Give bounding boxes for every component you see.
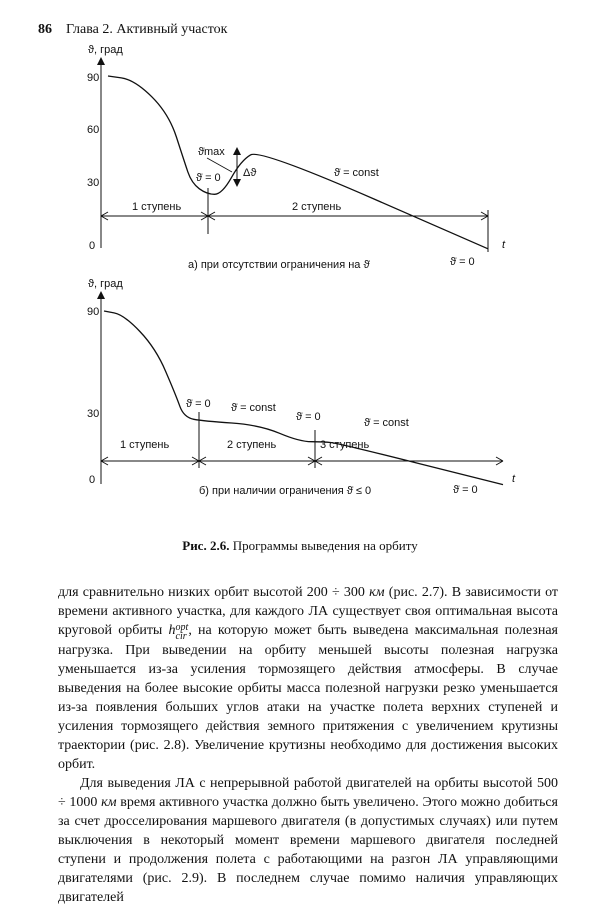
h-sub: cir: [175, 631, 187, 642]
chart-b-const-1: ϑ̇ = const: [231, 402, 276, 414]
chart-b-stage-3: 3 ступень: [320, 439, 370, 451]
h-sup: opt: [175, 622, 189, 633]
chart-b-ytick-30: 30: [87, 408, 100, 420]
p1-unit: км: [369, 585, 385, 600]
chart-b-zero-end: ϑ̇ = 0: [453, 484, 478, 496]
body-text: [58, 583, 558, 907]
chart-b: [87, 278, 516, 497]
p1-part-c: , на которую может быть выведена максимальная полезная нагрузка. При выведении на орбиту меньшей высоты полезная нагрузка уменьшается из-за усиления тормозящего действия атмосферы. В случае выведения на более высокие орбиты масса полезной нагрузки резко уменьшается из-за появления больших углов атаки на участке полета верхних ступеней и усиления тормозящего действия земного притяжения с увеличением крутизны траектории (рис. 2.8). Увеличение крутизны необходимо для достижения высоких орбит.: [58, 623, 558, 772]
caption-text: Программы выведения на орбиту: [232, 538, 418, 553]
chart-a-ytick-90: 90: [87, 72, 100, 84]
p2-unit: км: [101, 795, 117, 810]
page-number: 86: [38, 22, 52, 37]
chart-a-thetadot-max: ϑ̇max: [198, 146, 225, 158]
chart-a-stage-2: 2 ступень: [292, 201, 342, 213]
chart-a-ylabel: ϑ, град: [88, 44, 123, 56]
chart-b-ylabel: ϑ, град: [88, 278, 123, 290]
paragraph-1: [58, 583, 558, 774]
chart-a-ytick-30: 30: [87, 177, 100, 189]
chart-a-ytick-60: 60: [87, 124, 100, 136]
chart-b-series-line: [104, 311, 503, 485]
p2-part-b: время активного участка должно быть увеличено. Этого можно добиться за счет дросселирования маршевого двигателя (в допустимых случаях) или путем выключения в некоторый момент времени маршевого двигателя последней ступени и продолжения полета с работающими на разгон ЛА управляющими двигателями (рис. 2.9). В последнем случае помимо наличия управляющих двигателей: [58, 795, 558, 905]
chart-b-title: б) при наличии ограничения ϑ̇ ≤ 0: [199, 485, 372, 497]
chapter-title: Глава 2. Активный участок: [66, 22, 228, 37]
chart-a-ytick-0: 0: [89, 240, 96, 252]
p1-part-b: (рис. 2.7). В зависимости от времени активного участка, для каждого ЛА существует своя оптимальная высота круговой орбиты: [58, 585, 559, 638]
h-indices: [176, 623, 189, 641]
p2-part-a: Для выведения ЛА с непрерывной работой двигателей на орбиты высотой 500 ÷ 1000: [58, 776, 558, 810]
chart-b-zero-2: ϑ̇ = 0: [296, 411, 321, 423]
chart-a-zero-end: ϑ̇ = 0: [450, 256, 475, 268]
chart-a-const-label: ϑ̇ = const: [334, 167, 379, 179]
chart-a-delta-label: Δϑ: [243, 167, 257, 179]
p1-part-a: для сравнительно низких орбит высотой 200 ÷ 300: [58, 585, 370, 600]
chart-b-ytick-90: 90: [87, 306, 100, 318]
paragraph-2: [58, 774, 558, 907]
caption-label: Рис. 2.6.: [182, 538, 230, 553]
chart-b-ytick-0: 0: [89, 474, 96, 486]
chart-b-stage-2: 2 ступень: [227, 439, 277, 451]
h-symbol: h: [168, 623, 176, 638]
chart-a-title: а) при отсутствии ограничения на ϑ̇: [188, 259, 370, 271]
chart-a-zero-label: ϑ̇ = 0: [196, 172, 221, 184]
chart-b-stage-1: 1 ступень: [120, 439, 170, 451]
chart-b-const-2: ϑ̇ = const: [364, 417, 409, 429]
chart-a-stage-1: 1 ступень: [132, 201, 182, 213]
chart-b-zero-1: ϑ̇ = 0: [186, 398, 211, 410]
chart-a-series-line: [108, 76, 488, 249]
chart-b-xlabel: t: [512, 473, 516, 485]
chart-a: [87, 44, 506, 271]
figure-caption: [0, 538, 600, 554]
chart-a-xlabel: t: [502, 239, 506, 251]
